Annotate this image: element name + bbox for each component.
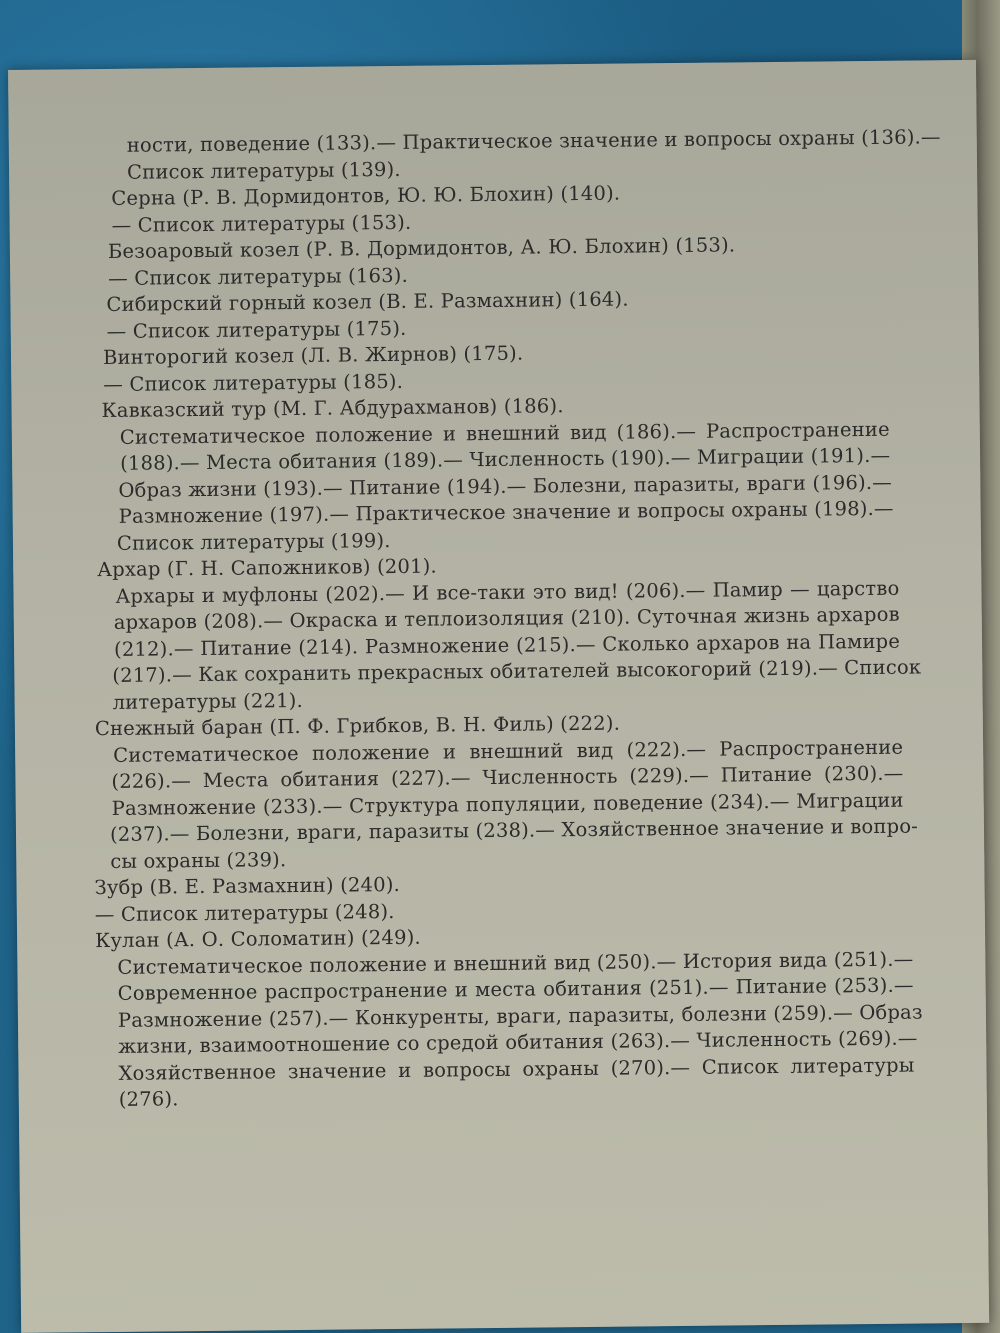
toc-line: Размножение (197).— Практическое значение и вопросы охраны (198).—	[118, 496, 894, 528]
toc-line: Список литературы (139).	[126, 157, 401, 184]
toc-entry-kulan: Кулан (А. О. Соломатин) (249).	[95, 925, 421, 953]
toc-line: литературы (221).	[112, 688, 304, 714]
toc-line: — Список литературы (185).	[103, 369, 404, 396]
toc-line: Образ жизни (193).— Питание (194).— Болезни, паразиты, враги (196).—	[118, 470, 893, 502]
toc-entry-siberian-ibex: Сибирский горный козел (В. Е. Размахнин) (164).	[106, 287, 629, 316]
toc-entry-markhor: Винторогий козел (Л. В. Жирнов) (175).	[102, 341, 524, 370]
toc-line: архаров (208).— Окраска и теплоизоляция (210). Суточная жизнь архаров	[113, 602, 900, 634]
toc-entry-serna: Серна (Р. В. Дормидонтов, Ю. Ю. Блохин) (140).	[111, 181, 621, 210]
toc-line: (226).— Места обитания (227).— Численность (229).— Питание (230).—	[111, 761, 904, 793]
toc-line: (212).— Питание (214). Размножение (215).— Сколько архаров на Памире	[113, 629, 901, 661]
toc-line: Список литературы (199).	[116, 528, 391, 555]
toc-entry-bezoar-goat: Безоаровый козел (Р. В. Дормидонтов, А. Ю. Блохин) (153).	[107, 233, 736, 263]
toc-line: — Список литературы (248).	[94, 899, 395, 926]
toc-line: Хозяйственное значение и вопросы охраны (270).— Список литературы	[118, 1053, 915, 1085]
toc-line: (276).	[118, 1087, 179, 1111]
toc-line: Систематическое положение и внешний вид (250).— История вида (251).—	[117, 947, 914, 979]
toc-entry-snow-sheep: Снежный баран (П. Ф. Грибков, В. Н. Филь) (222).	[94, 711, 621, 741]
book-page	[8, 60, 989, 1333]
toc-line: Современное распространение и места обитания (251).— Питание (253).—	[117, 973, 914, 1005]
toc-line: — Список литературы (163).	[108, 263, 409, 290]
toc-entry-argali: Архар (Г. Н. Сапожников) (201).	[97, 554, 437, 582]
toc-line: жизни, взаимоотношение со средой обитания (263).— Численность (269).—	[118, 1026, 918, 1058]
toc-line: — Список литературы (153).	[111, 210, 412, 237]
table-of-contents	[87, 124, 941, 1113]
toc-line: (188).— Места обитания (189).— Численность (190).— Миграции (191).—	[120, 443, 891, 475]
toc-entry-caucasian-tur: Кавказский тур (М. Г. Абдурахманов) (186).	[101, 394, 564, 423]
toc-line: Размножение (257).— Конкуренты, враги, паразиты, болезни (259).— Образ	[117, 999, 923, 1032]
toc-line: (237).— Болезни, враги, паразиты (238).— Хозяйственное значение и вопро-	[109, 814, 919, 846]
toc-line: — Список литературы (175).	[106, 316, 407, 343]
toc-line: Систематическое положение и внешний вид (222).— Распространение	[113, 735, 904, 767]
toc-line: (217).— Как сохранить прекрасных обитателей высокогорий (219).— Список	[112, 655, 922, 687]
toc-line: сы охраны (239).	[110, 847, 287, 873]
toc-entry-bison: Зубр (В. Е. Размахнин) (240).	[94, 872, 401, 900]
toc-line: ности, поведение (133).— Практическое значение и вопросы охраны (136).—	[126, 125, 941, 157]
toc-line: Размножение (233).— Структура популяции, поведение (234).— Миграции	[111, 788, 904, 820]
toc-line: Систематическое положение и внешний вид (186).— Распространение	[119, 417, 890, 449]
toc-line: Архары и муфлоны (202).— И все-таки это вид! (206).— Памир — царство	[115, 576, 900, 608]
